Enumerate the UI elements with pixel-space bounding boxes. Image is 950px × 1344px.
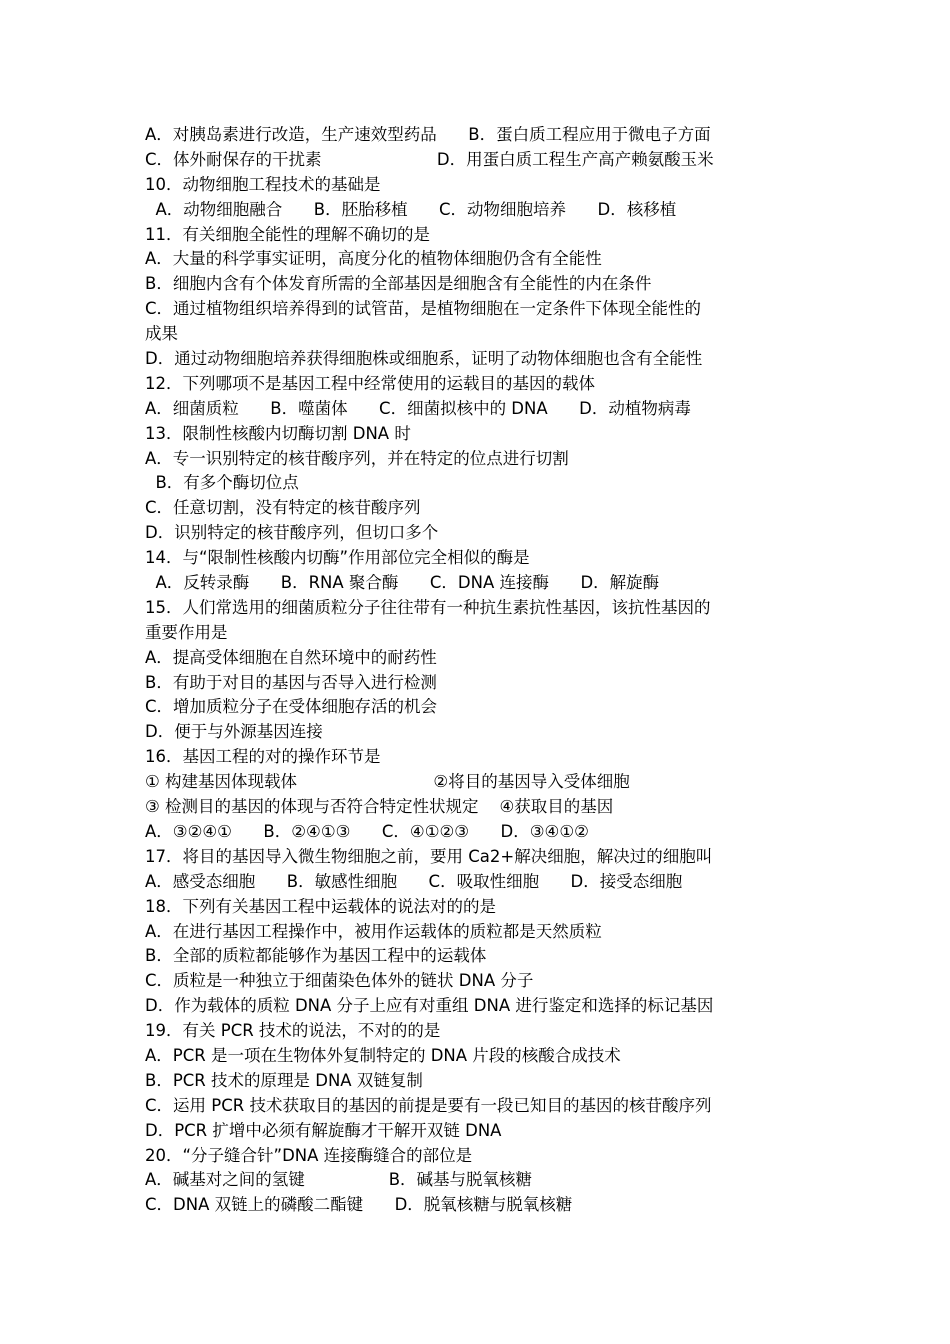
option-line: B．全部的质粒都能够作为基因工程中的运载体 <box>145 946 487 966</box>
option-line: D．通过动物细胞培养获得细胞株或细胞系，证明了动物体细胞也含有全能性 <box>145 349 703 369</box>
option-line: C．任意切割，没有特定的核苷酸序列 <box>145 498 421 518</box>
option-line: D．识别特定的核苷酸序列，但切口多个 <box>145 523 439 543</box>
option-line-continuation: 成果 <box>145 324 178 344</box>
option-line: C．增加质粒分子在受体细胞存活的机会 <box>145 697 438 717</box>
option-line: C．质粒是一种独立于细菌染色体外的链状 DNA 分子 <box>145 971 534 991</box>
question-14: 14．与“限制性核酸内切酶”作用部位完全相似的酶是 <box>145 548 530 568</box>
option-line: C．通过植物组织培养得到的试管苗，是植物细胞在一定条件下体现全能性的 <box>145 299 702 319</box>
step-line: ① 构建基因体现载体 ②将目的基因导入受体细胞 <box>145 772 630 792</box>
option-line: B．细胞内含有个体发育所需的全部基因是细胞含有全能性的内在条件 <box>145 274 652 294</box>
question-10: 10．动物细胞工程技术的基础是 <box>145 174 381 194</box>
option-line: A．大量的科学事实证明，高度分化的植物体细胞仍含有全能性 <box>145 249 602 269</box>
question-19: 19．有关 PCR 技术的说法，不对的的是 <box>145 1021 441 1041</box>
question-16: 16．基因工程的对的操作环节是 <box>145 747 381 767</box>
option-line: A．对胰岛素进行改造，生产速效型药品 B．蛋白质工程应用于微电子方面 <box>145 125 711 144</box>
question-12: 12．下列哪项不是基因工程中经常使用的运载目的基因的载体 <box>145 373 595 393</box>
document-page <box>145 123 845 1218</box>
question-17: 17．将目的基因导入微生物细胞之前，要用 Ca2+解决细胞，解决过的细胞叫 <box>145 846 713 866</box>
option-line: C．DNA 双链上的磷酸二酯键 D．脱氧核糖与脱氧核糖 <box>145 1195 573 1215</box>
option-line: A．③②④① B．②④①③ C．④①②③ D．③④①② <box>145 821 589 841</box>
question-15-continuation: 重要作用是 <box>145 622 228 642</box>
option-line: C．运用 PCR 技术获取目的基因的前提是要有一段已知目的基因的核苷酸序列 <box>145 1095 712 1115</box>
option-line: D．作为载体的质粒 DNA 分子上应有对重组 DNA 进行鉴定和选择的标记基因 <box>145 996 714 1016</box>
option-line: A．反转录酶 B．RNA 聚合酶 C．DNA 连接酶 D．解旋酶 <box>145 573 660 593</box>
option-line: B．PCR 技术的原理是 DNA 双链复制 <box>145 1070 423 1090</box>
question-11: 11．有关细胞全能性的理解不确切的是 <box>145 224 430 244</box>
option-line: D．便于与外源基因连接 <box>145 722 323 742</box>
option-line: A．动物细胞融合 B．胚胎移植 C．动物细胞培养 D．核移植 <box>145 199 677 219</box>
question-13: 13．限制性核酸内切酶切割 DNA 时 <box>145 423 411 443</box>
question-15: 15．人们常选用的细菌质粒分子往往带有一种抗生素抗性基因，该抗性基因的 <box>145 597 711 617</box>
option-line: A．细菌质粒 B．噬菌体 C．细菌拟核中的 DNA D．动植物病毒 <box>145 398 691 418</box>
option-line: A．提高受体细胞在自然环境中的耐药性 <box>145 647 437 667</box>
option-line: B．有多个酶切位点 <box>145 473 299 493</box>
question-20: 20．“分子缝合针”DNA 连接酶缝合的部位是 <box>145 1145 473 1165</box>
question-18: 18．下列有关基因工程中运载体的说法对的的是 <box>145 896 496 916</box>
step-line: ③ 检测目的基因的体现与否符合特定性状规定 ④获取目的基因 <box>145 797 614 817</box>
option-line: B．有助于对目的基因与否导入进行检测 <box>145 672 437 692</box>
option-line: A．PCR 是一项在生物体外复制特定的 DNA 片段的核酸合成技术 <box>145 1045 621 1065</box>
option-line: A．在进行基因工程操作中，被用作运载体的质粒都是天然质粒 <box>145 921 602 941</box>
option-line: A．专一识别特定的核苷酸序列，并在特定的位点进行切割 <box>145 448 569 468</box>
option-line: A．碱基对之间的氢键 B．碱基与脱氧核糖 <box>145 1170 533 1190</box>
option-line: A．感受态细胞 B．敏感性细胞 C．吸取性细胞 D．接受态细胞 <box>145 871 683 891</box>
option-line: D．PCR 扩增中必须有解旋酶才干解开双链 DNA <box>145 1120 502 1140</box>
option-line: C．体外耐保存的干扰素 D．用蛋白质工程生产高产赖氨酸玉米 <box>145 149 714 169</box>
